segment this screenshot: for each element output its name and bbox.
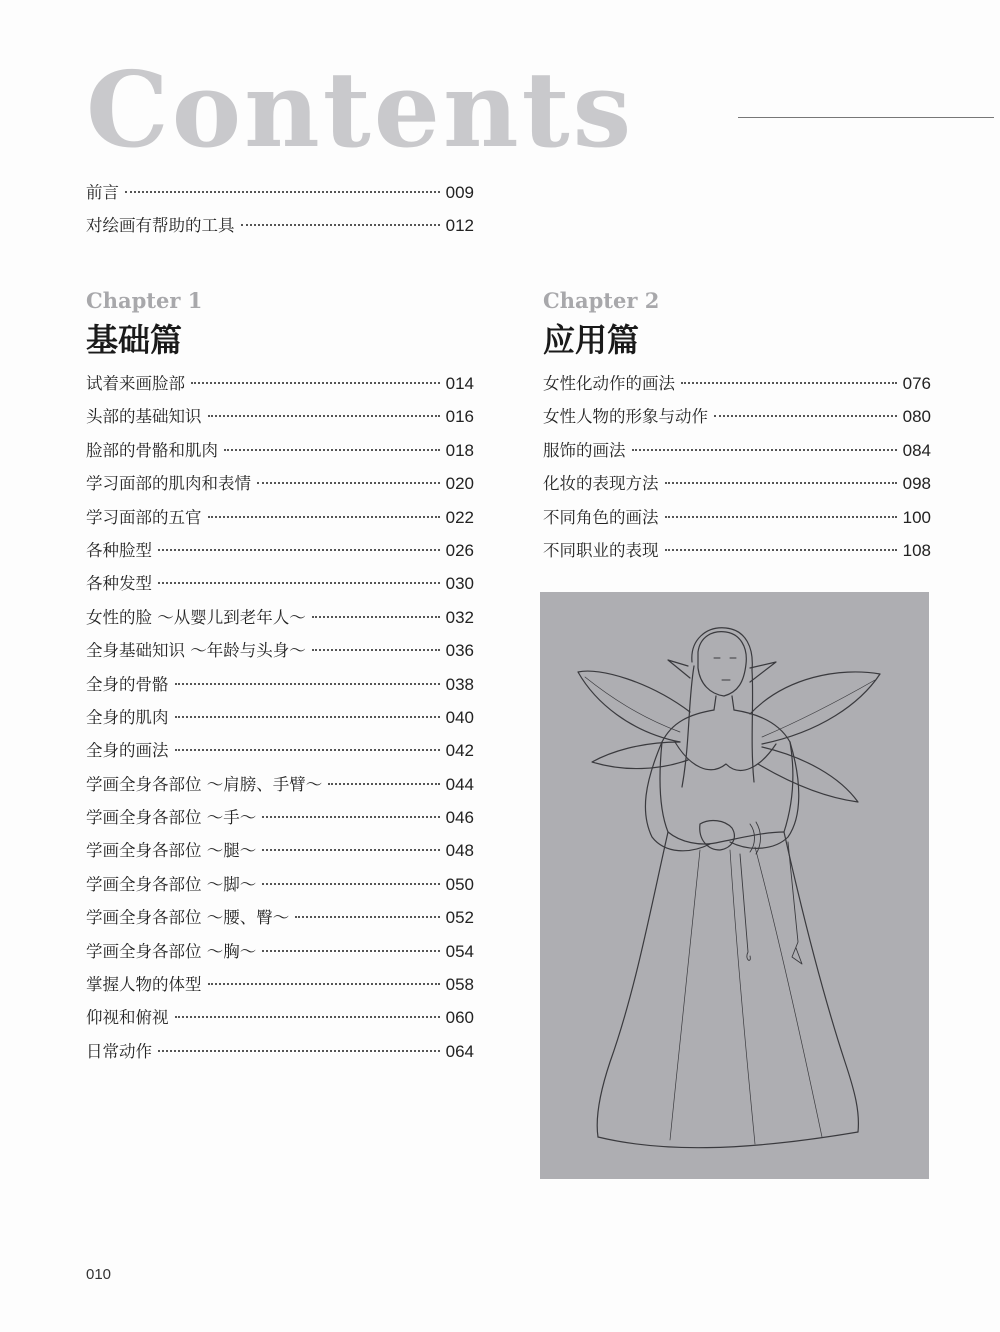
toc-entry[interactable] [543, 467, 931, 500]
toc-entry-title: 服饰的画法 [543, 440, 626, 460]
toc-entry-page: 058 [445, 975, 474, 995]
toc-entry-page: 012 [445, 216, 474, 236]
chapter-2-toc-list [543, 367, 931, 567]
toc-entry[interactable] [86, 1035, 474, 1068]
toc-entry-title: 不同职业的表现 [543, 540, 659, 560]
toc-entry-title: 头部的基础知识 [86, 407, 202, 427]
toc-dot-leader [175, 1016, 440, 1018]
fairy-sketch-drawing [540, 592, 929, 1179]
toc-entry-page: 022 [445, 507, 474, 527]
toc-entry-title: 学画全身各部位 ～脚～ [86, 874, 257, 894]
toc-entry[interactable] [543, 534, 931, 567]
toc-dot-leader [208, 415, 440, 417]
lower-right-wing [758, 747, 858, 802]
hanging-charm [788, 842, 802, 964]
toc-entry[interactable] [86, 768, 474, 801]
left-wing-vein [585, 677, 680, 732]
toc-entry-page: 036 [445, 641, 474, 661]
toc-entry-title: 全身的肌肉 [86, 707, 169, 727]
toc-entry-title: 不同角色的画法 [543, 507, 659, 527]
toc-entry[interactable] [543, 367, 931, 400]
toc-entry-title: 化妆的表现方法 [543, 474, 659, 494]
chapter-2-name: 应用篇 [543, 321, 640, 359]
toc-entry-page: 098 [902, 474, 931, 494]
toc-entry[interactable] [86, 400, 474, 433]
toc-entry-title: 全身的骨骼 [86, 674, 169, 694]
dress-left-edge [597, 832, 668, 1137]
upper-right-wing [750, 672, 880, 744]
toc-entry-title: 对绘画有帮助的工具 [86, 216, 235, 236]
toc-entry-page: 080 [902, 407, 931, 427]
toc-entry-page: 038 [445, 674, 474, 694]
toc-entry-page: 040 [445, 707, 474, 727]
toc-dot-leader [241, 224, 440, 226]
page-number: 010 [86, 1266, 112, 1283]
dress-right-edge [784, 832, 858, 1132]
toc-entry-page: 100 [902, 507, 931, 527]
chapter-1-toc-list [86, 367, 474, 1068]
toc-entry[interactable] [86, 467, 474, 500]
toc-entry[interactable] [86, 734, 474, 767]
chapter-1-name: 基础篇 [86, 321, 183, 359]
clasped-hands [700, 821, 735, 850]
toc-entry-page: 084 [902, 440, 931, 460]
toc-entry-title: 学画全身各部位 ～胸～ [86, 941, 257, 961]
toc-entry-title: 学画全身各部位 ～腿～ [86, 841, 257, 861]
toc-entry-page: 016 [445, 407, 474, 427]
face [698, 632, 746, 696]
toc-dot-leader [295, 916, 439, 918]
toc-entry-page: 050 [445, 874, 474, 894]
toc-entry-page: 032 [445, 607, 474, 627]
toc-dot-leader [158, 582, 440, 584]
toc-entry[interactable] [86, 501, 474, 534]
toc-entry-title: 各种脸型 [86, 540, 152, 560]
toc-entry[interactable] [86, 367, 474, 400]
toc-entry[interactable] [543, 434, 931, 467]
toc-entry-page: 076 [902, 374, 931, 393]
toc-entry-page: 018 [445, 440, 474, 460]
toc-dot-leader [312, 649, 440, 651]
chapter-1-label: Chapter 1 [86, 288, 203, 313]
toc-dot-leader [175, 749, 440, 751]
toc-entry-title: 全身的画法 [86, 741, 169, 761]
toc-entry[interactable] [543, 400, 931, 433]
toc-dot-leader [262, 816, 439, 818]
toc-entry[interactable] [86, 968, 474, 1001]
toc-entry-title: 女性化动作的画法 [543, 374, 675, 393]
toc-entry-page: 030 [445, 574, 474, 594]
toc-entry-page: 009 [445, 183, 474, 202]
toc-dot-leader [665, 516, 897, 518]
toc-entry[interactable] [86, 834, 474, 867]
toc-entry-title: 学画全身各部位 ～手～ [86, 808, 257, 828]
toc-dot-leader [262, 883, 439, 885]
toc-entry[interactable] [86, 935, 474, 968]
toc-entry-page: 044 [445, 774, 474, 794]
toc-dot-leader [175, 716, 440, 718]
toc-dot-leader [158, 549, 440, 551]
toc-entry[interactable] [86, 901, 474, 934]
left-ear [668, 660, 690, 678]
toc-entry[interactable] [86, 567, 474, 600]
toc-dot-leader [632, 449, 897, 451]
lower-left-wing [592, 742, 688, 769]
toc-entry-page: 014 [445, 374, 474, 393]
toc-entry-page: 052 [445, 908, 474, 928]
toc-entry-title: 学画全身各部位 ～肩膀、手臂～ [86, 774, 323, 794]
toc-dot-leader [665, 549, 897, 551]
toc-dot-leader [208, 983, 440, 985]
toc-dot-leader [262, 849, 439, 851]
toc-entry[interactable] [86, 601, 474, 634]
right-ear [750, 662, 776, 682]
toc-entry-page: 060 [445, 1008, 474, 1028]
toc-entry-page: 064 [445, 1041, 474, 1061]
toc-entry[interactable] [86, 209, 474, 242]
chapter-2-label: Chapter 2 [543, 288, 660, 313]
toc-entry-title: 各种发型 [86, 574, 152, 594]
toc-entry-title: 女性人物的形象与动作 [543, 407, 708, 427]
fairy-sketch-illustration [540, 592, 929, 1179]
toc-entry-page: 020 [445, 474, 474, 494]
toc-dot-leader [191, 382, 440, 384]
toc-entry-title: 前言 [86, 183, 119, 202]
toc-entry[interactable] [86, 1001, 474, 1034]
toc-entry-title: 日常动作 [86, 1041, 152, 1061]
waist [668, 832, 784, 844]
toc-dot-leader [224, 449, 440, 451]
contents-title: Contents [86, 48, 635, 171]
toc-entry-title: 脸部的骨骼和肌肉 [86, 440, 218, 460]
toc-dot-leader [714, 415, 897, 417]
toc-dot-leader [312, 616, 440, 618]
toc-entry-title: 学习面部的五官 [86, 507, 202, 527]
toc-entry[interactable] [86, 868, 474, 901]
toc-entry[interactable] [86, 668, 474, 701]
toc-dot-leader [125, 191, 440, 193]
toc-dot-leader [665, 482, 897, 484]
toc-dot-leader [158, 1050, 440, 1052]
intro-toc-list [86, 176, 474, 243]
toc-entry[interactable] [86, 176, 474, 209]
facial-features [714, 658, 736, 680]
toc-entry-page: 042 [445, 741, 474, 761]
toc-entry-page: 048 [445, 841, 474, 861]
toc-entry-title: 掌握人物的体型 [86, 975, 202, 995]
toc-entry-page: 108 [902, 540, 931, 560]
toc-entry[interactable] [86, 801, 474, 834]
hair-left [682, 666, 694, 787]
toc-entry[interactable] [86, 434, 474, 467]
torso-sides [660, 742, 793, 832]
toc-entry[interactable] [86, 534, 474, 567]
pendant-chain [740, 854, 750, 960]
shoulders [662, 710, 790, 742]
toc-entry[interactable] [86, 701, 474, 734]
dress-hem [598, 1132, 858, 1148]
toc-entry-title: 全身基础知识 ～年龄与头身～ [86, 641, 306, 661]
toc-entry-title: 女性的脸 ～从婴儿到老年人～ [86, 607, 306, 627]
title-divider-line [738, 117, 994, 118]
toc-dot-leader [262, 950, 439, 952]
toc-dot-leader [175, 683, 440, 685]
toc-entry-page: 046 [445, 808, 474, 828]
neck [714, 696, 734, 710]
toc-entry-page: 026 [445, 540, 474, 560]
toc-entry-title: 学画全身各部位 ～腰、臀～ [86, 908, 290, 928]
toc-entry-page: 054 [445, 941, 474, 961]
toc-entry-title: 仰视和俯视 [86, 1008, 169, 1028]
dress-folds [670, 847, 822, 1144]
upper-left-wing [578, 671, 690, 742]
toc-dot-leader [681, 382, 897, 384]
toc-dot-leader [257, 482, 440, 484]
toc-entry-title: 学习面部的肌肉和表情 [86, 474, 251, 494]
toc-dot-leader [328, 783, 439, 785]
toc-entry-title: 试着来画脸部 [86, 374, 185, 393]
toc-entry[interactable] [543, 501, 931, 534]
toc-entry[interactable] [86, 634, 474, 667]
toc-dot-leader [208, 516, 440, 518]
hair-right [692, 628, 754, 782]
